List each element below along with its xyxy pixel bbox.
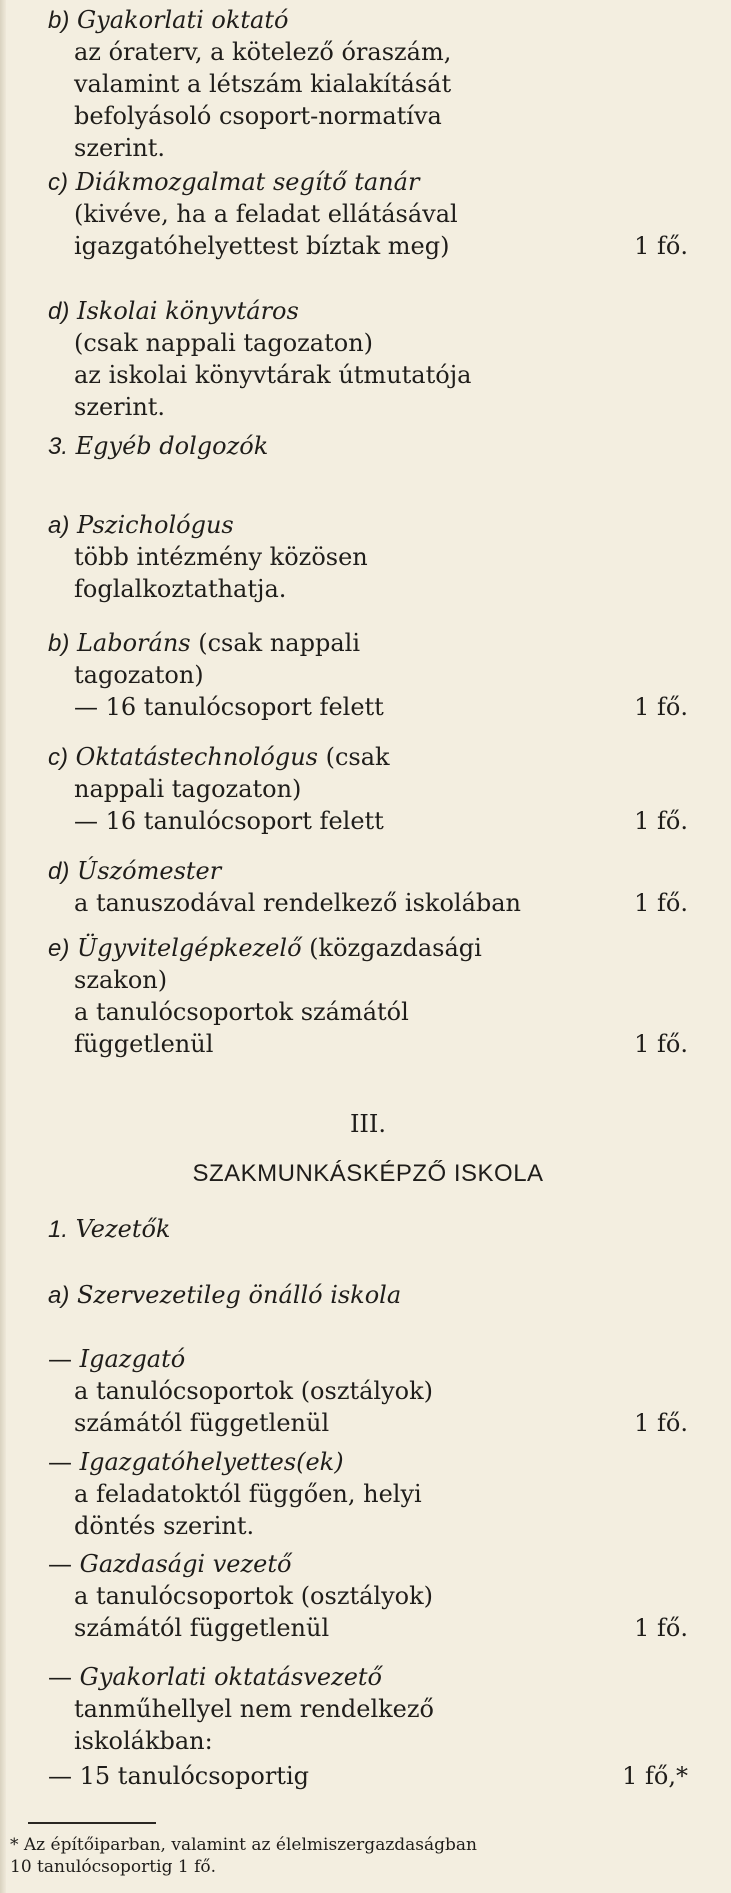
item-text-line [48,1612,688,1644]
item-heading [48,166,688,198]
item-text: igazgatóhelyettest bíztak meg) [74,232,450,260]
item-heading [48,741,688,773]
item-text: az iskolai könyvtárak útmutatója [74,361,472,389]
item-title: Diákmozgalmat segítő tanár [75,168,420,196]
item-text: nappali tagozaton) [74,775,302,803]
item-title: Úszómester [76,857,222,885]
item-heading [48,855,688,887]
item-text-line [48,1510,688,1542]
item-text-line [48,1693,688,1725]
item-marker: b) [48,630,70,657]
staff-amount: 1 fő. [634,1409,688,1437]
item-text-line [48,573,688,605]
centered-heading: III. [349,1110,387,1138]
section-17 [48,1760,688,1792]
section-6 [48,741,688,837]
section-14 [48,1446,688,1542]
item-text: szakon) [74,966,168,994]
footnote-line-1: * Az építőiparban, valamint az élelmiszergazdaságban [10,1835,478,1855]
item-text: függetlenül [74,1030,214,1058]
section-0 [48,4,688,164]
item-text-line [48,773,688,805]
item-text: foglalkoztathatja. [74,575,287,603]
footnote-rule [28,1822,156,1824]
section-10 [48,1158,688,1190]
item-text: számától függetlenül [74,1409,330,1437]
item-title: Vezetők [75,1215,171,1243]
item-heading [48,1760,688,1792]
item-marker: 3. [48,433,69,460]
item-text: 15 tanulócsoportig [79,1762,309,1790]
item-marker: a) [48,1282,70,1309]
staff-amount: 1 fő. [634,232,688,260]
item-text: szerint. [74,393,166,421]
item-text: iskolákban: [74,1727,213,1755]
item-title: Ügyvitelgépkezelő [76,934,302,962]
item-marker: d) [48,298,70,325]
item-title: Gyakorlati oktatásvezető [79,1663,382,1691]
item-heading [48,430,688,462]
section-7 [48,855,688,919]
item-title: Egyéb dolgozók [75,432,269,460]
item-text-line [48,359,688,391]
staff-amount: 1 fő. [634,693,688,721]
item-text-line [48,541,688,573]
item-text: tanműhellyel nem rendelkező [74,1695,434,1723]
item-marker: e) [48,935,70,962]
item-text: az óraterv, a kötelező óraszám, [74,38,452,66]
section-12 [48,1279,688,1311]
item-marker: b) [48,7,70,34]
item-title-suffix: (csak [318,743,390,771]
item-text-line [48,1375,688,1407]
item-heading [48,295,688,327]
item-text: a feladatoktól függően, helyi [74,1480,422,1508]
item-heading [48,509,688,541]
footnote-line-2: 10 tanulócsoportig 1 fő. [10,1857,217,1877]
item-title: Szervezetileg önálló iskola [76,1281,402,1309]
item-text-line [48,805,688,837]
item-text-line [48,1478,688,1510]
item-text-line [48,68,688,100]
item-text-line [48,36,688,68]
item-text-line [48,132,688,164]
section-11 [48,1213,688,1245]
item-text-line [48,1028,688,1060]
item-title: Gazdasági vezető [79,1550,292,1578]
item-title: Iskolai könyvtáros [76,297,299,325]
item-marker: 1. [48,1216,69,1243]
item-title-suffix: (közgazdasági [301,934,482,962]
staff-amount: 1 fő. [634,1030,688,1058]
item-text-line [48,327,688,359]
item-title: Igazgatóhelyettes(ek) [79,1448,344,1476]
staff-amount: 1 fő. [634,1614,688,1642]
item-text: számától függetlenül [74,1614,330,1642]
item-title: Gyakorlati oktató [76,6,289,34]
item-text-line [48,391,688,423]
staff-amount: 1 fő. [634,889,688,917]
item-title-suffix: (csak nappali [190,629,360,657]
item-heading [48,932,688,964]
item-text: több intézmény közösen [74,543,368,571]
item-text-line [48,1580,688,1612]
dash-marker: — [48,1345,72,1373]
item-text-line [48,198,688,230]
item-text: — 16 tanulócsoport felett [74,807,384,835]
dash-marker: — [48,1448,72,1476]
dash-marker: — [48,1663,72,1691]
item-marker: c) [48,169,68,196]
item-text: szerint. [74,134,166,162]
page-edge [0,0,6,1893]
item-text: (kivéve, ha a feladat ellátásával [74,200,458,228]
section-3 [48,430,688,462]
item-text-line [48,659,688,691]
item-heading [48,627,688,659]
dash-marker: — [48,1550,72,1578]
item-title: Oktatástechnológus [75,743,318,771]
item-marker: a) [48,512,70,539]
item-text-line [48,887,688,919]
section-15 [48,1548,688,1644]
item-text: valamint a létszám kialakítását [74,70,452,98]
item-text: a tanulócsoportok (osztályok) [74,1377,434,1405]
item-text-line [48,964,688,996]
section-9 [48,1108,688,1140]
item-text-line [48,691,688,723]
item-text: tagozaton) [74,661,204,689]
dash-marker: — [48,1762,72,1790]
item-text: a tanulócsoportok számától [74,998,409,1026]
section-1 [48,166,688,262]
item-heading [48,1343,688,1375]
section-13 [48,1343,688,1439]
item-text-line [48,100,688,132]
item-title: Laboráns [76,629,191,657]
item-text-line [48,996,688,1028]
item-title: Igazgató [79,1345,186,1373]
item-text: befolyásoló csoport-normatíva [74,102,442,130]
item-heading [48,1446,688,1478]
item-text-line [48,1407,688,1439]
section-5 [48,627,688,723]
centered-heading: SZAKMUNKÁSKÉPZŐ ISKOLA [192,1160,544,1187]
staff-amount: 1 fő,* [622,1762,688,1790]
staff-amount: 1 fő. [634,807,688,835]
footnote [10,1834,690,1878]
item-heading [48,1279,688,1311]
item-heading [48,4,688,36]
item-heading [48,1661,688,1693]
item-marker: c) [48,744,68,771]
section-16 [48,1661,688,1757]
item-text: — 16 tanulócsoport felett [74,693,384,721]
item-text: a tanuszodával rendelkező iskolában [74,889,521,917]
item-text-line [48,230,688,262]
item-text: (csak nappali tagozaton) [74,329,374,357]
section-8 [48,932,688,1060]
item-heading [48,1548,688,1580]
item-text: döntés szerint. [74,1512,255,1540]
section-2 [48,295,688,423]
item-text-line [48,1725,688,1757]
item-heading [48,1213,688,1245]
item-title: Pszichológus [76,511,234,539]
item-marker: d) [48,858,70,885]
item-text: a tanulócsoportok (osztályok) [74,1582,434,1610]
section-4 [48,509,688,605]
